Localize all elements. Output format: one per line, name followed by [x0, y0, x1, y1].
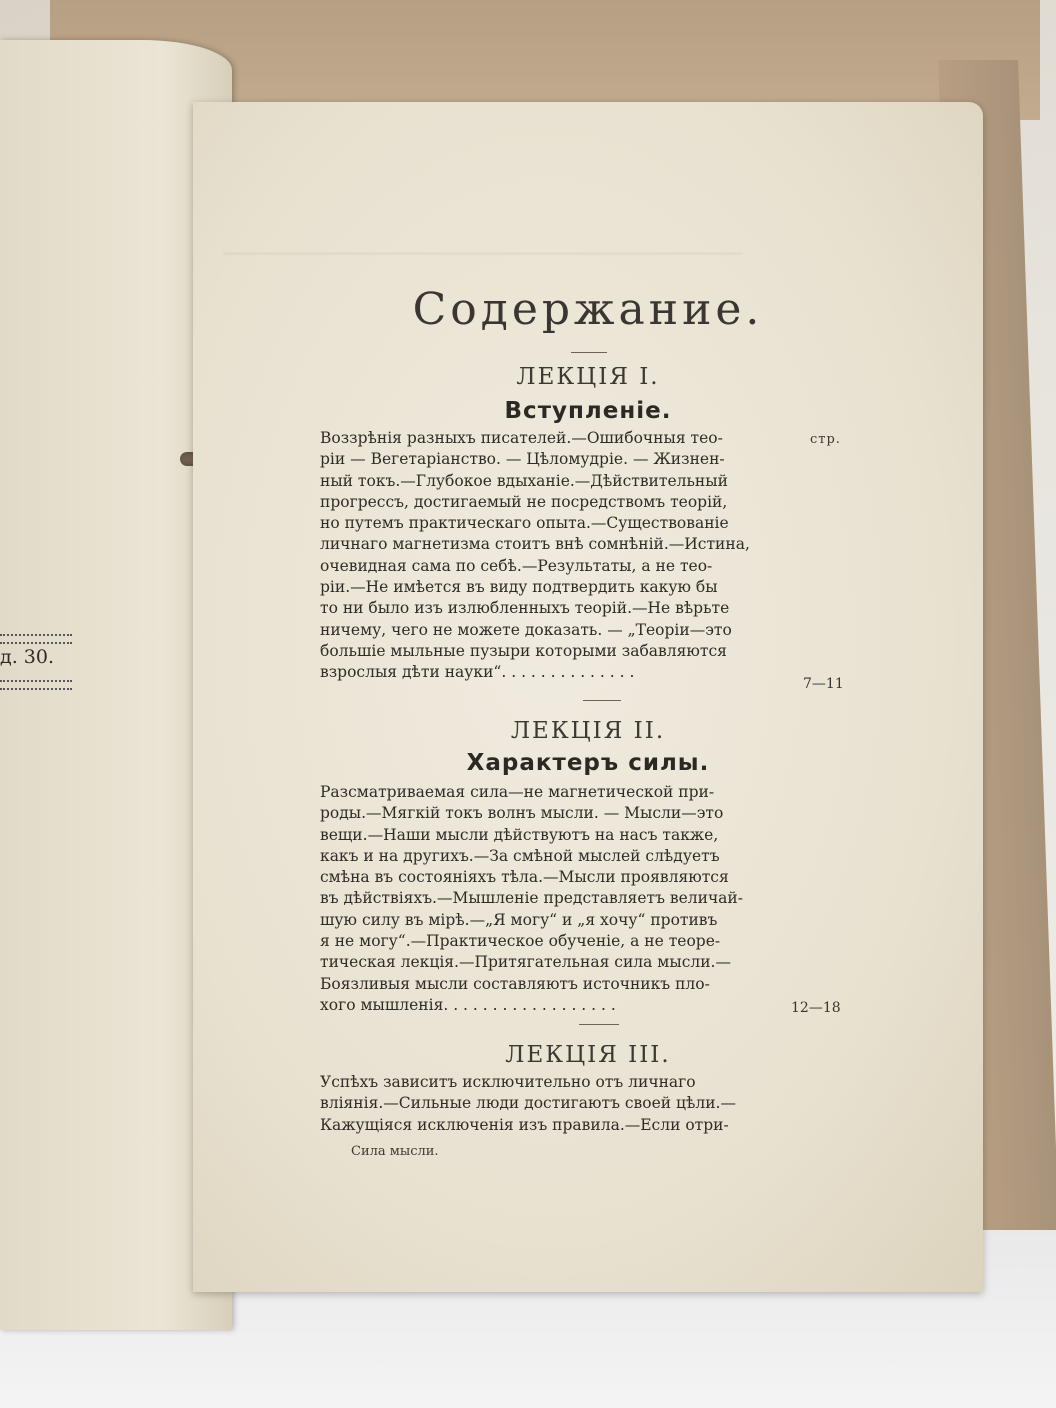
page-column-label: стр.	[810, 432, 841, 447]
section-rule	[579, 1024, 619, 1025]
ornament-rule-bottom	[0, 680, 72, 690]
section-rule	[583, 700, 621, 701]
ornament-rule-top	[0, 634, 72, 644]
summary-line: Воззрѣнія разныхъ писателей.—Ошибочныя тео-	[320, 429, 723, 447]
summary-line: роды.—Мягкій токъ волнъ мысли. — Мысли—это	[320, 804, 724, 823]
summary-line: ріи.—Не имѣется въ виду подтвердить какую бы	[320, 578, 718, 597]
summary-line: хого мышленія. . . . . . . . . . . . . . . . . .	[320, 995, 616, 1014]
lecture-1-pages: 7—11	[803, 676, 844, 692]
lecture-2-summary	[320, 782, 780, 1016]
summary-line: то ни было изъ излюбленныхъ теорій.—Не вѣрьте	[320, 599, 730, 618]
lecture-2-subtitle: Характеръ силы.	[466, 750, 710, 776]
summary-line: прогрессъ, достигаемый не посредствомъ теорій,	[320, 492, 728, 511]
lecture-3-summary	[320, 1072, 780, 1136]
summary-line: ріи — Вегетаріанство. — Цѣломудріе. — Жизнен-	[320, 450, 725, 469]
lecture-2-pages: 12—18	[791, 1000, 841, 1016]
summary-line: но путемъ практическаго опыта.—Существованіе	[320, 514, 729, 533]
summary-line: личнаго магнетизма стоитъ внѣ сомнѣній.—Истина,	[320, 535, 750, 554]
summary-line: вліянія.—Сильные люди достигаютъ своей цѣли.—	[320, 1094, 736, 1113]
summary-line: ничему, чего не можете доказать. — „Теоріи—это	[320, 620, 732, 639]
summary-line: очевидная сама по себѣ.—Результаты, а не тео-	[320, 556, 713, 575]
lecture-1-heading: ЛЕКЦІЯ I.	[516, 364, 660, 390]
summary-line: Разсматриваемая сила—не магнетической при-	[320, 783, 715, 801]
summary-line: въ дѣйствіяхъ.—Мышленіе представляетъ величай-	[320, 889, 743, 908]
lecture-3-heading: ЛЕКЦІЯ III.	[505, 1042, 671, 1068]
summary-line: ный токъ.—Глубокое вдыханіе.—Дѣйствительный	[320, 471, 728, 490]
summary-line: шую силу въ мірѣ.—„Я могу“ и „я хочу“ противъ	[320, 910, 718, 929]
summary-line: Кажущіяся исключенія изъ правила.—Если отри-	[320, 1115, 729, 1134]
summary-line: какъ и на другихъ.—За смѣной мыслей слѣдуетъ	[320, 846, 720, 865]
summary-line: большіе мыльные пузыри которыми забавляются	[320, 641, 727, 660]
summary-line: я не могу“.—Практическое обученіе, а не теоре-	[320, 932, 721, 951]
summary-line: тическая лекція.—Притягательная сила мысли.—	[320, 953, 731, 972]
contents-page	[193, 102, 983, 1292]
show-through-text	[223, 252, 743, 255]
lecture-1-subtitle: Вступленіе.	[504, 398, 672, 424]
summary-line: вещи.—Наши мысли дѣйствуютъ на насъ также,	[320, 825, 719, 844]
summary-line: Боязливыя мысли составляютъ источникъ пло-	[320, 974, 710, 993]
contents-title: Содержание.	[412, 284, 764, 335]
summary-line: смѣна въ состояніяхъ тѣла.—Мысли проявляются	[320, 868, 729, 887]
lecture-1-summary	[320, 428, 780, 684]
left-page-text-fragment: д. 30.	[0, 646, 54, 668]
lecture-2-heading: ЛЕКЦІЯ II.	[510, 718, 666, 744]
title-rule	[571, 352, 607, 353]
summary-line: взрослыя дѣти науки“. . . . . . . . . . . . . .	[320, 663, 635, 682]
summary-line: Успѣхъ зависитъ исключительно отъ личнаго	[320, 1073, 696, 1091]
footer-signature: Сила мысли.	[351, 1144, 439, 1159]
